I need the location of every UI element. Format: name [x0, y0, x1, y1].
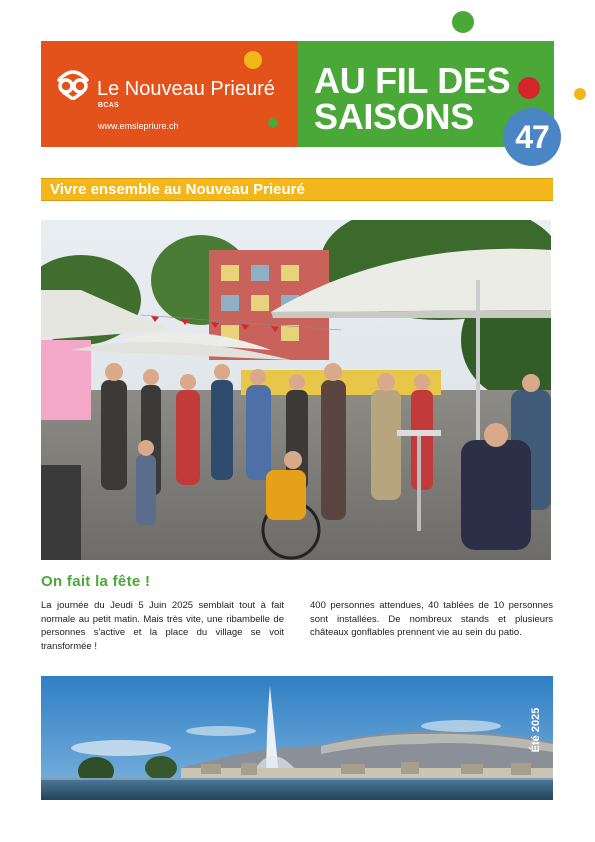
article-column-1: La journée du Jeudi 5 Juin 2025 semblait tout à fait normale au petit matin. Mais très vite, une ribambelle de personnes s'active et la place du village se voit transformée !	[41, 600, 284, 652]
prieure-logo-icon	[55, 66, 91, 100]
decor-dot-yellow-left	[244, 51, 262, 69]
decor-dot-red	[518, 77, 540, 99]
decor-dot-green-small	[268, 118, 278, 128]
decor-dot-green-top	[452, 11, 474, 33]
article-column-2: 400 personnes attendues, 40 tablées de 10 personnes sont installées. De nombreux stands et plusieurs châteaux gonflables prennent vie au sein du patio.	[310, 600, 553, 638]
section-header	[41, 178, 553, 201]
brand-sub: BCAS	[98, 102, 120, 109]
lake-geneva-photo	[41, 676, 553, 800]
article-title: On fait la fête !	[41, 573, 151, 590]
festival-photo	[41, 220, 551, 560]
brand-name: Le Nouveau Prieuré	[97, 78, 275, 100]
issue-number-badge: 47	[503, 108, 561, 166]
section-title: Vivre ensemble au Nouveau Prieuré	[50, 181, 305, 198]
season-label	[528, 690, 544, 770]
season-label-text: Été 2025	[530, 707, 542, 753]
publication-title-line2: SAISONS	[314, 96, 474, 137]
website-link[interactable]: www.emslepriure.ch	[98, 121, 179, 131]
publication-title-line1: AU FIL DES	[314, 60, 511, 101]
decor-dot-yellow-right	[574, 88, 586, 100]
